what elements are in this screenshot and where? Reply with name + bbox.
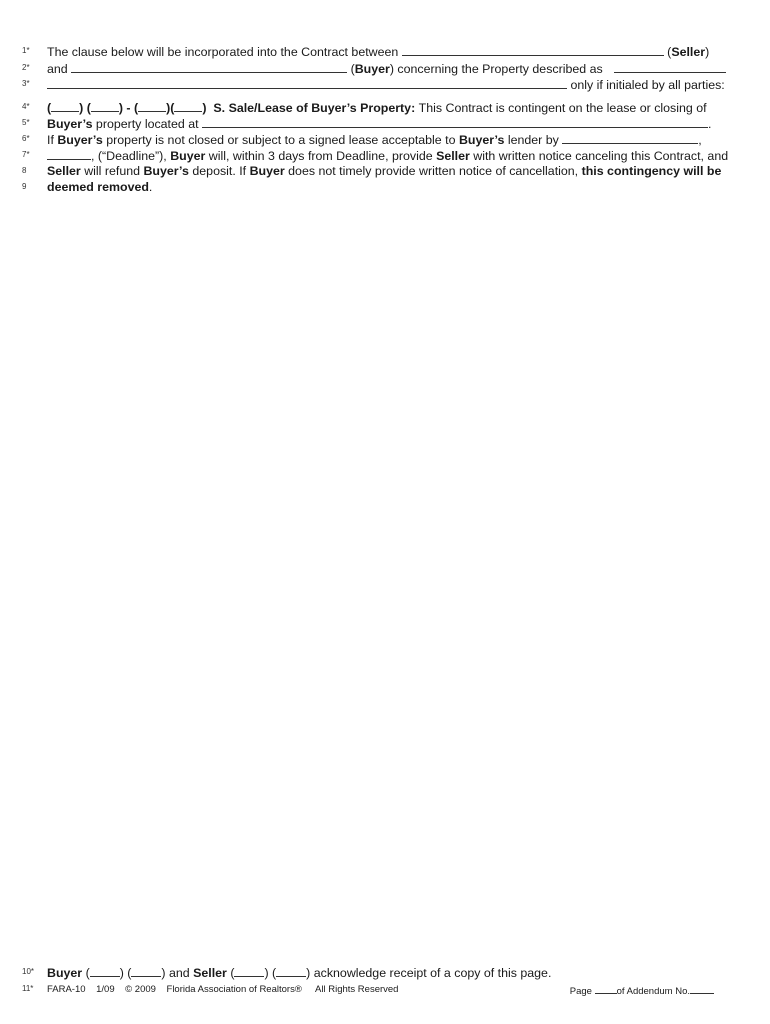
addendum-number-field[interactable] (690, 984, 714, 994)
form-date: 1/09 (96, 984, 115, 995)
clause-title: S. Sale/Lease of Buyer’s Property: (213, 101, 416, 115)
line-text: does not timely provide written notice of cancellation, (288, 164, 579, 178)
line-number: 8 (22, 166, 27, 175)
line-text-bold: this contingency will be (581, 164, 722, 178)
form-id: FARA-10 (47, 984, 86, 995)
seller-ack-initial-2[interactable] (276, 965, 306, 977)
buyer-label: Buyer (170, 149, 206, 163)
buyer-label: Buyer (47, 966, 83, 980)
punct: , (698, 133, 702, 147)
organization: Florida Association of Realtors® (166, 984, 302, 995)
lender-date-field[interactable] (562, 132, 698, 144)
line-text: property is not closed or subject to a signed lease acceptable to (106, 133, 456, 147)
seller-name-field[interactable] (402, 44, 664, 56)
seller-label: Seller (193, 966, 227, 980)
seller-label: Seller (47, 164, 81, 178)
line-number: 10* (22, 967, 35, 976)
dash: - (126, 101, 131, 115)
buyer-property-address-field[interactable] (202, 116, 708, 128)
line-number: 5* (22, 118, 30, 127)
page-label: Page (569, 986, 592, 997)
buyer-label: Buyer (354, 62, 390, 76)
line-text: acknowledge receipt of a copy of this page. (313, 966, 552, 980)
page-number-field[interactable] (595, 984, 617, 994)
line-text: property located at (95, 117, 199, 131)
line-text: The clause below will be incorporated into the Contract between (47, 45, 399, 59)
buyer-name-field[interactable] (71, 61, 347, 73)
punct: . (148, 180, 153, 194)
seller-initial-2[interactable] (174, 100, 202, 112)
buyer-initial-1[interactable] (51, 100, 79, 112)
line-text: will, within 3 days from Deadline, provide (208, 149, 433, 163)
buyers-label: Buyer’s (143, 164, 189, 178)
buyers-label: Buyer’s (458, 133, 505, 147)
deadline-field[interactable] (47, 148, 91, 160)
line-text: with written notice canceling this Contract, and (473, 149, 729, 163)
line-number: 2* (22, 63, 30, 72)
line-text: only if initialed by all parties: (570, 78, 725, 92)
seller-label: Seller (671, 45, 706, 59)
line-number: 3* (22, 79, 30, 88)
seller-label: Seller (436, 149, 470, 163)
seller-ack-initial-1[interactable] (234, 965, 264, 977)
line-text: will refund (84, 164, 141, 178)
punct: . (708, 117, 712, 131)
rights-reserved: All Rights Reserved (315, 984, 399, 995)
buyers-label: Buyer’s (47, 117, 93, 131)
line-text: , (“Deadline”), (91, 149, 167, 163)
line-text: If (47, 133, 54, 147)
buyers-label: Buyer’s (57, 133, 103, 147)
line-text: deposit. If (192, 164, 247, 178)
copyright: © 2009 (125, 984, 156, 995)
addendum-label: of Addendum No. (616, 986, 690, 997)
line-text: and (47, 62, 68, 76)
line-number: 6* (22, 134, 30, 143)
line-number: 7* (22, 150, 30, 159)
line-number: 1* (22, 46, 30, 55)
buyer-ack-initial-2[interactable] (131, 965, 161, 977)
buyer-label: Buyer (249, 164, 285, 178)
line-text-bold: deemed removed (47, 180, 149, 194)
line-text: concerning the Property described as (397, 62, 603, 76)
seller-initial-1[interactable] (138, 100, 166, 112)
line-number: 9 (22, 182, 27, 191)
buyer-ack-initial-1[interactable] (90, 965, 120, 977)
buyer-initial-2[interactable] (91, 100, 119, 112)
line-text: lender by (507, 133, 559, 147)
line-number: 4* (22, 102, 30, 111)
line-text: and (168, 966, 190, 980)
property-description-field-2[interactable] (47, 77, 567, 89)
line-number: 11* (22, 984, 34, 993)
line-text: This Contract is contingent on the lease or closing of (418, 101, 707, 115)
property-description-field[interactable] (614, 61, 726, 73)
